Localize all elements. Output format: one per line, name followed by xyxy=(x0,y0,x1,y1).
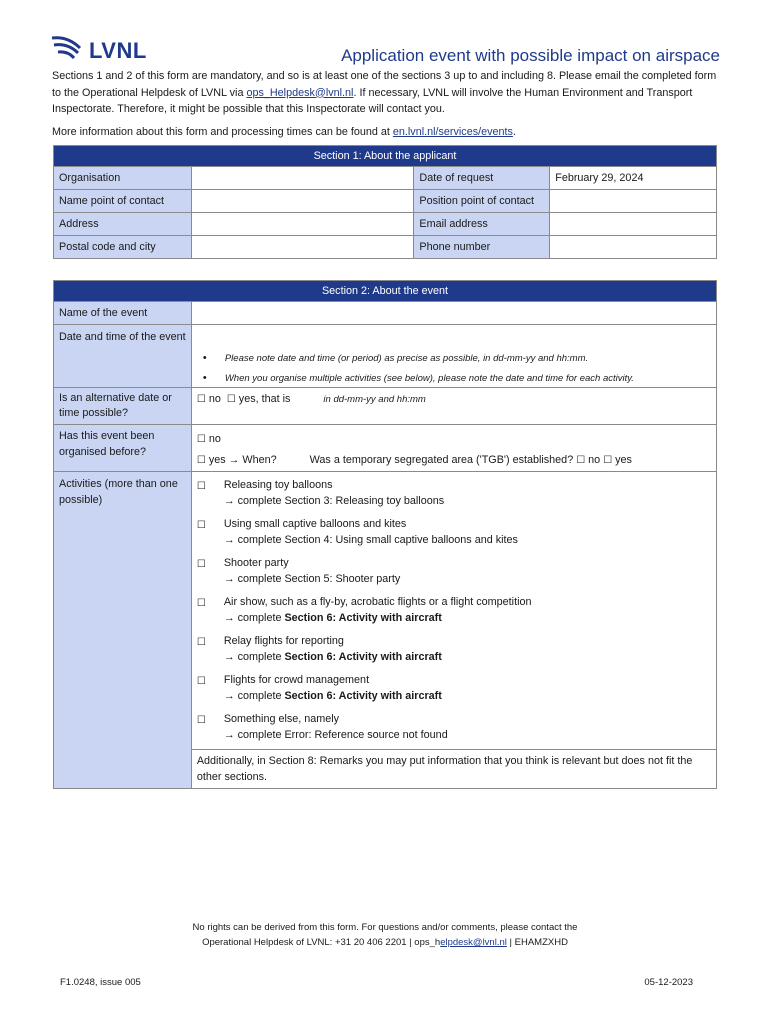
activity-prefix: → complete xyxy=(223,611,285,624)
organisation-label: Organisation xyxy=(54,167,192,190)
bullet-icon: • xyxy=(202,372,207,384)
phone-label: Phone number xyxy=(414,236,550,259)
tgb-yes-checkbox[interactable]: ☐ xyxy=(603,455,613,466)
activity-prefix: → complete xyxy=(223,494,285,507)
alternative-date-field xyxy=(191,388,716,425)
organisation-field[interactable] xyxy=(191,167,414,190)
intro-paragraph-2 xyxy=(52,124,722,141)
activity-section-ref: Section 6: Activity with aircraft xyxy=(284,689,442,702)
activity-name: Releasing toy balloons xyxy=(223,479,333,491)
helpdesk-email-link[interactable]: ops_Helpdesk@lvnl.nl xyxy=(246,86,354,99)
section1-table xyxy=(53,145,717,259)
footer-email-link[interactable]: elpdesk@lvnl.nl xyxy=(440,937,507,948)
activity-name: Relay flights for reporting xyxy=(223,635,344,647)
activities-label: Activities (more than one possible) xyxy=(54,472,192,789)
section1-row xyxy=(54,213,717,236)
activity-section-ref: Section 4: Using small captive balloons and kites xyxy=(284,533,518,546)
alt-yes-label: yes, that is xyxy=(238,393,291,405)
email-field[interactable] xyxy=(550,213,717,236)
activity-checkbox[interactable]: ☐ xyxy=(196,598,206,609)
activity-name: Something else, namely xyxy=(223,713,340,725)
footer-line-1: No rights can be derived from this form. For questions and/or comments, please contact the xyxy=(192,922,578,933)
before-yes-checkbox[interactable]: ☐ xyxy=(196,455,206,466)
event-date-field[interactable] xyxy=(191,325,716,388)
tgb-yes-label: yes xyxy=(615,454,632,466)
section2-table xyxy=(53,280,717,789)
date-note-1 xyxy=(197,352,711,364)
activity-section-ref: Section 6: Activity with aircraft xyxy=(284,650,442,663)
activity-checkbox[interactable]: ☐ xyxy=(196,520,206,531)
intro-p2-text-after: . xyxy=(512,125,516,138)
section2-header: Section 2: About the event xyxy=(54,281,717,302)
date-note-2 xyxy=(197,372,711,384)
activity-section-ref: Section 3: Releasing toy balloons xyxy=(284,494,445,507)
activity-prefix: → complete xyxy=(223,572,285,585)
address-field[interactable] xyxy=(191,213,414,236)
activity-item[interactable] xyxy=(197,632,711,671)
alt-yes-checkbox[interactable]: ☐ xyxy=(226,394,236,405)
contact-position-field[interactable] xyxy=(550,190,717,213)
footer-line-2 xyxy=(0,935,770,950)
alt-no-label: no xyxy=(208,393,221,405)
activity-name: Shooter party xyxy=(223,557,289,569)
activity-name: Flights for crowd management xyxy=(223,674,370,686)
phone-field[interactable] xyxy=(550,236,717,259)
event-date-label: Date and time of the event xyxy=(54,325,192,388)
tgb-question: Was a temporary segregated area ('TGB') established? xyxy=(309,454,574,466)
date-of-request-field[interactable]: February 29, 2024 xyxy=(550,167,717,190)
activity-checkbox[interactable]: ☐ xyxy=(196,481,206,492)
form-date: 05-12-2023 xyxy=(644,977,693,988)
footer-disclaimer xyxy=(0,920,770,950)
contact-position-label: Position point of contact xyxy=(414,190,550,213)
intro-p1-text: Sections 1 and 2 of this form are mandatory, and so is at least one of the sections 3 up to and including 8. Please email the completed form to the Operational Helpdesk of LVNL via xyxy=(52,70,717,99)
activity-name: Air show, such as a fly-by, acrobatic flights or a flight competition xyxy=(223,596,532,608)
activity-item[interactable] xyxy=(197,476,711,515)
activity-name: Using small captive balloons and kites xyxy=(223,518,407,530)
contact-name-field[interactable] xyxy=(191,190,414,213)
activity-checkbox[interactable]: ☐ xyxy=(196,637,206,648)
email-label: Email address xyxy=(414,213,550,236)
form-id: F1.0248, issue 005 xyxy=(60,977,141,988)
bullet-icon: • xyxy=(202,352,207,364)
date-of-request-label: Date of request xyxy=(414,167,550,190)
postal-city-label: Postal code and city xyxy=(54,236,192,259)
events-info-link[interactable]: en.lvnl.nl/services/events xyxy=(392,125,513,138)
activity-item[interactable] xyxy=(197,554,711,593)
alternative-date-label: Is an alternative date or time possible? xyxy=(54,388,192,425)
activity-section-ref: Section 5: Shooter party xyxy=(284,572,401,585)
activity-prefix: → complete xyxy=(223,689,285,702)
footer-line-2-after: | EHAMZXHD xyxy=(506,937,568,948)
organised-before-field xyxy=(191,425,716,472)
activities-list xyxy=(191,472,716,750)
before-no-label: no xyxy=(208,433,221,445)
date-note-1-text: Please note date and time (or period) as precise as possible, in dd-mm-yy and hh:mm. xyxy=(224,352,589,364)
section1-row xyxy=(54,190,717,213)
organised-before-label: Has this event been organised before? xyxy=(54,425,192,472)
tgb-no-checkbox[interactable]: ☐ xyxy=(576,455,586,466)
section1-row xyxy=(54,236,717,259)
activity-section-ref: Section 6: Activity with aircraft xyxy=(284,611,442,624)
section1-row xyxy=(54,167,717,190)
activity-checkbox[interactable]: ☐ xyxy=(196,559,206,570)
date-note-2-text: When you organise multiple activities (see below), please note the date and time for each activity. xyxy=(224,372,634,384)
activity-item[interactable] xyxy=(197,710,711,749)
event-name-label: Name of the event xyxy=(54,302,192,325)
activity-item[interactable] xyxy=(197,515,711,554)
postal-city-field[interactable] xyxy=(191,236,414,259)
activity-prefix: → complete xyxy=(223,650,285,663)
activity-prefix: → complete xyxy=(223,728,285,741)
logo-text: LVNL xyxy=(89,38,147,63)
event-name-field[interactable] xyxy=(191,302,716,325)
activity-checkbox[interactable]: ☐ xyxy=(196,676,206,687)
intro-p1-text-after: . If necessary, LVNL will involve the Human Environment and Transport Inspectorate. Therefore, it might be possible that this Inspectorate will contact you. xyxy=(52,86,693,115)
tgb-no-label: no xyxy=(588,454,601,466)
alt-hint: in dd-mm-yy and hh:mm xyxy=(323,394,426,405)
activity-item[interactable] xyxy=(197,671,711,710)
before-yes-label: yes → When? xyxy=(208,454,277,466)
section1-header: Section 1: About the applicant xyxy=(54,146,717,167)
additional-remarks-note: Additionally, in Section 8: Remarks you may put information that you think is relevant but does not fit the other sections. xyxy=(191,750,716,789)
alt-no-checkbox[interactable]: ☐ xyxy=(196,394,206,405)
activity-checkbox[interactable]: ☐ xyxy=(196,715,206,726)
footer-line-2-text: Operational Helpdesk of LVNL: +31 20 406 2201 | ops_h xyxy=(202,937,441,948)
activity-item[interactable] xyxy=(197,593,711,632)
activity-section-ref: Error: Reference source not found xyxy=(284,728,448,741)
address-label: Address xyxy=(54,213,192,236)
lvnl-wing-icon xyxy=(50,34,86,64)
contact-name-label: Name point of contact xyxy=(54,190,192,213)
lvnl-logo xyxy=(50,34,145,64)
intro-paragraph-1 xyxy=(52,68,722,118)
activity-prefix: → complete xyxy=(223,533,285,546)
before-no-checkbox[interactable]: ☐ xyxy=(196,434,206,445)
intro-p2-text: More information about this form and processing times can be found at xyxy=(52,125,393,138)
intro-text xyxy=(52,68,722,140)
page-title: Application event with possible impact on airspace xyxy=(341,46,720,65)
